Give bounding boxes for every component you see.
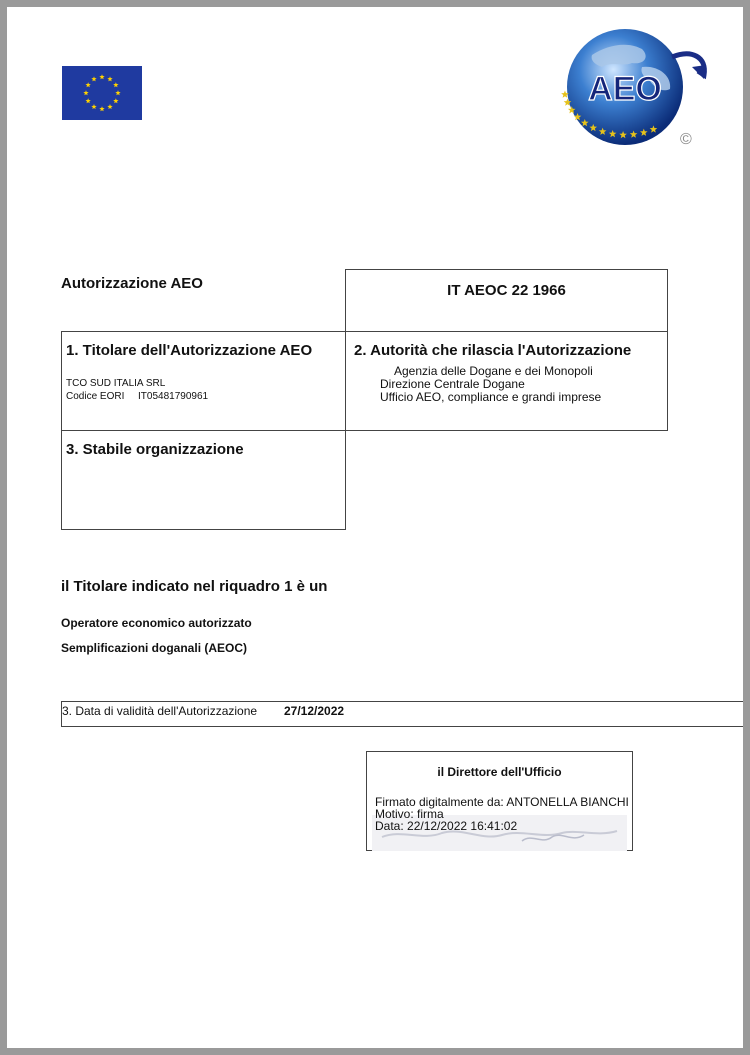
signature-reason: Motivo: firma <box>375 807 444 821</box>
holder-box-title: 1. Titolare dell'Autorizzazione AEO <box>66 342 313 359</box>
authorization-number-box <box>345 269 668 332</box>
authorization-number: IT AEOC 22 1966 <box>447 282 566 299</box>
validity-label: 3. Data di validità dell'Autorizzazione <box>62 704 258 718</box>
signature-date: Data: 22/12/2022 16:41:02 <box>375 819 518 833</box>
validity-date: 27/12/2022 <box>284 704 345 718</box>
establishment-box-title: 3. Stabile organizzazione <box>66 441 244 458</box>
eori-label: Codice EORI <box>66 391 125 402</box>
authority-line-3: Ufficio AEO, compliance e grandi imprese <box>380 390 602 404</box>
eori-value: IT05481790961 <box>138 391 209 402</box>
signature-details <box>375 796 629 832</box>
holder-company: TCO SUD ITALIA SRL <box>66 378 166 389</box>
copyright-symbol: © <box>680 131 692 148</box>
signature-signer: Firmato digitalmente da: ANTONELLA BIANCHI <box>375 795 629 809</box>
aeo-logo <box>532 27 717 152</box>
authority-box <box>345 331 668 431</box>
holder-box <box>61 331 346 431</box>
authorization-label: Autorizzazione AEO <box>61 275 203 292</box>
holder-status-heading: il Titolare indicato nel riquadro 1 è un <box>61 578 328 595</box>
authority-line-2: Direzione Centrale Dogane <box>380 377 525 391</box>
authority-box-title: 2. Autorità che rilascia l'Autorizzazione <box>354 342 632 359</box>
authority-line-1: Agenzia delle Dogane e dei Monopoli <box>394 364 593 378</box>
status-aeoc: Semplificazioni doganali (AEOC) <box>61 641 248 655</box>
establishment-box <box>61 430 346 530</box>
eu-flag-icon <box>62 66 142 120</box>
aeo-logo-text: AEO <box>588 70 662 108</box>
status-aeo: Operatore economico autorizzato <box>61 616 252 630</box>
signature-title: il Direttore dell'Ufficio <box>437 765 562 779</box>
document-page <box>7 7 743 1048</box>
